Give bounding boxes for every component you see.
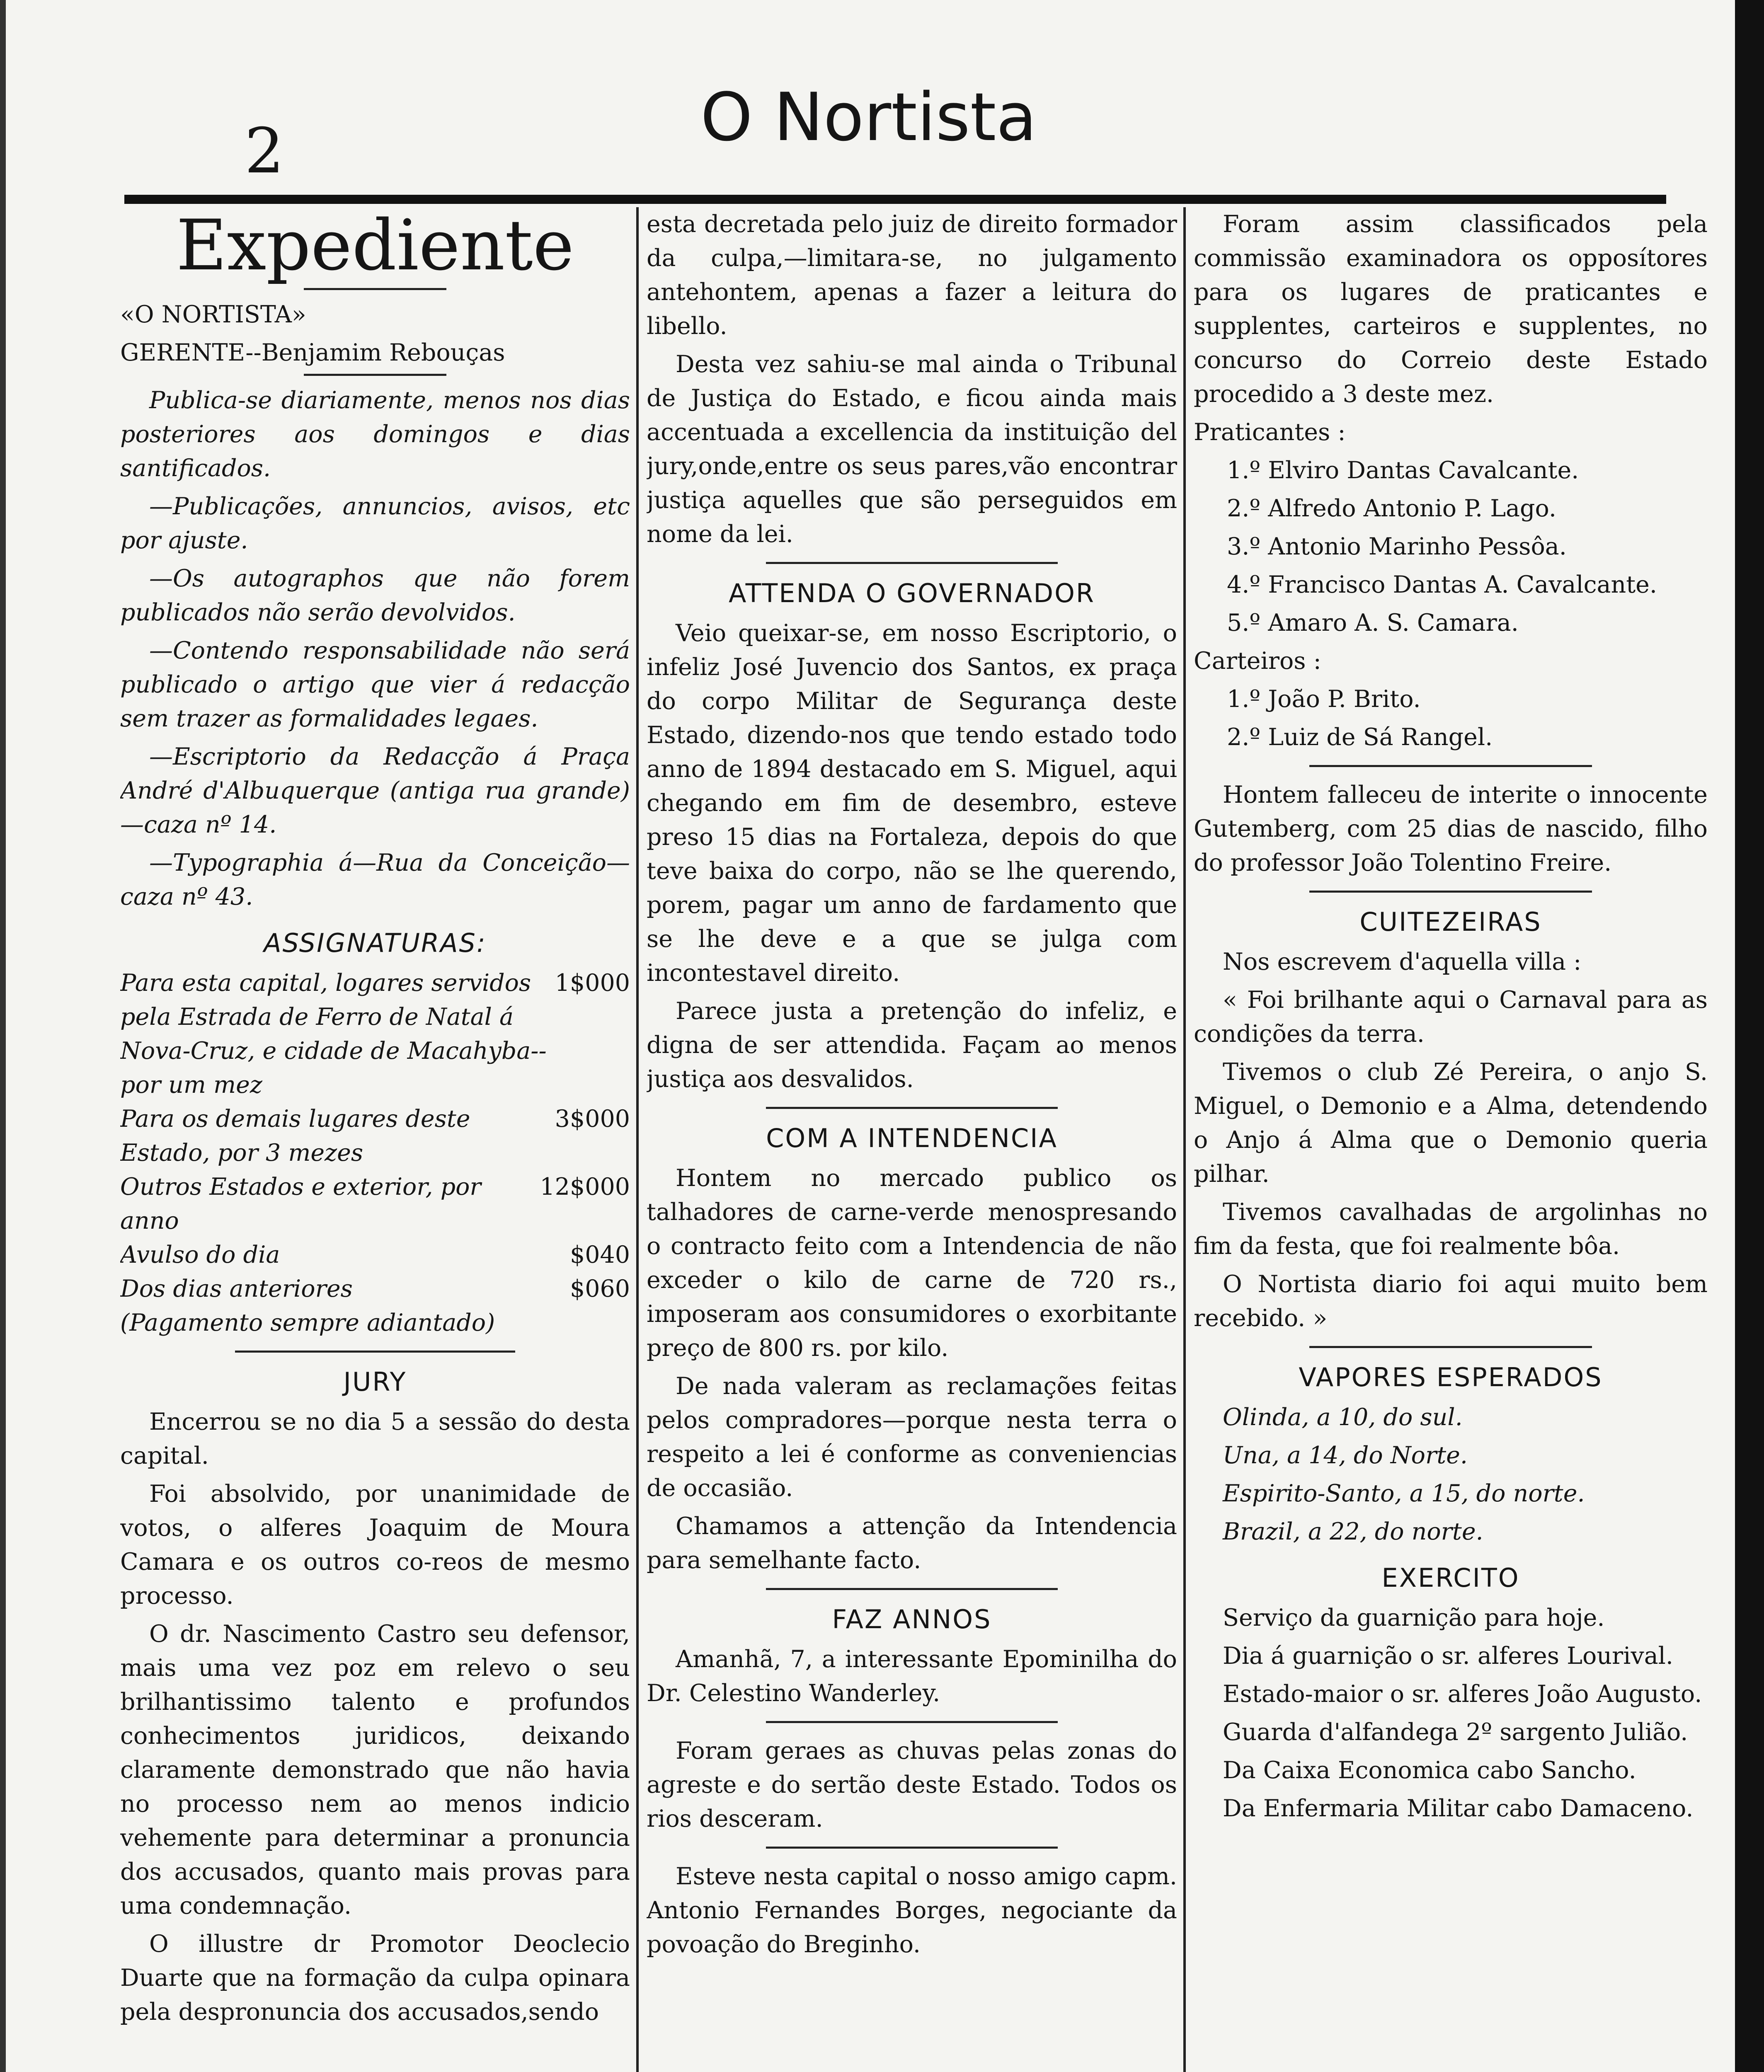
expediente-paragraph: —Escriptorio da Redacção á Praça André d'Albuquerque (antiga rua grande)—caza nº 14. [120,743,630,838]
exercito-paragraph: Da Caixa Economica cabo Sancho. [1223,1757,1636,1784]
price-label: Avulso do dia [120,1241,280,1268]
expediente-paragraph: —Typographia á—Rua da Conceição—caza nº 43. [120,849,630,910]
exercito-paragraph: Dia á guarnição o sr. alferes Lourival. [1223,1642,1674,1670]
expediente-paragraph: —Contendo responsabilidade não será publicado o artigo que vier á redacção sem trazer as formalidades legaes. [120,637,630,732]
column-rule [636,207,639,2072]
intendencia-paragraph: Chamamos a attenção da Intendencia para semelhante facto. [647,1513,1177,1574]
price-value: $040 [569,1241,630,1268]
scan-edge-left [0,0,6,2072]
intendencia-paragraph: De nada valeram as reclamações feitas pelos compradores—porque nesta terra o respeito a lei é conforme as conveniencias de occasião. [647,1372,1177,1502]
separator [1309,765,1592,767]
price-label: Outros Estados e exterior, por anno [120,1173,481,1234]
cuitezeiras-paragraph: Tivemos o club Zé Pereira, o anjo S. Miguel, o Demonio e a Alma, detendendo o Anjo á Alma que o Demonio queria pilhar. [1194,1058,1708,1188]
separator [766,1847,1058,1849]
jury-paragraph: Encerrou se no dia 5 a sessão do desta capital. [120,1408,630,1469]
expediente-paragraph: —Publicações, annuncios, avisos, etc por ajuste. [120,492,630,554]
price-row [120,966,630,1102]
list-item: 3.º Antonio Marinho Pessôa. [1227,533,1567,560]
separator [1309,891,1592,893]
page-number: 2 [245,115,284,187]
list-item: 1.º Elviro Dantas Cavalcante. [1227,457,1579,484]
newspaper-name: «O NORTISTA» [120,300,306,328]
exercito-paragraph: Serviço da guarnição para hoje. [1223,1604,1605,1631]
jury-paragraph: O dr. Nascimento Castro seu defensor, mais uma vez poz em relevo o seu brilhantissimo talento e profundos conhecimentos juridicos, deixando claramente demonstrado que não havia no processo nem ao menos indicio vehemente para determinar a pronuncia dos accusados, quanto mais provas para uma condemnação. [120,1620,630,1920]
separator [304,374,446,376]
price-value: 12$000 [540,1173,630,1201]
jury-paragraph: Foi absolvido, por unanimidade de votos, o alferes Joaquim de Moura Camara e os outros co-reos de mesmo processo. [120,1480,630,1610]
separator [766,1721,1058,1723]
vapor-item: Espirito-Santo, a 15, do norte. [1223,1480,1585,1507]
vapor-item: Olinda, a 10, do sul. [1223,1404,1463,1431]
payment-note: (Pagamento sempre adiantado) [120,1309,495,1336]
price-row [120,1272,630,1306]
price-row [120,1102,630,1170]
price-row [120,1170,630,1238]
obituary-paragraph: Hontem falleceu de interite o innocente Gutemberg, com 25 dias de nascido, filho do professor João Tolentino Freire. [1194,781,1708,876]
carteiros-label: Carteiros : [1194,647,1321,675]
separator [766,1588,1058,1590]
expediente-heading: Expediente [176,207,574,286]
praticantes-label: Praticantes : [1194,419,1346,446]
separator [235,1351,516,1353]
anniversary-paragraph: Amanhã, 7, a interessante Epominilha do Dr. Celestino Wanderley. [647,1646,1177,1707]
column-2 [647,207,1177,2072]
exercito-paragraph: Guarda d'alfandega 2º sargento Julião. [1223,1719,1688,1746]
cuitezeiras-paragraph: « Foi brilhante aqui o Carnaval para as condições da terra. [1194,986,1708,1048]
separator [1309,1346,1592,1348]
governador-heading: ATTENDA O GOVERNADOR [729,578,1095,608]
vapor-item: Una, a 14, do Norte. [1223,1442,1468,1469]
cuitezeiras-paragraph: Nos escrevem d'aquella villa : [1223,948,1582,975]
expediente-paragraph: —Os autographos que não forem publicados não serão devolvidos. [120,564,630,626]
list-item: 5.º Amaro A. S. Camara. [1227,609,1519,637]
intendencia-paragraph: Hontem no mercado publico os talhadores de carne-verde menospresando o contracto feito com a Intendencia de não exceder o kilo de carne de 720 rs., imposeram aos consumidores o exorbitante preço de 800 rs. por kilo. [647,1164,1177,1362]
price-label: Para esta capital, logares servidos pela Estrada de Ferro de Natal á Nova-Cruz, e cidade de Macahyba--por um mez [120,969,547,1099]
list-item: 1.º João P. Brito. [1227,685,1421,713]
list-item: 4.º Francisco Dantas A. Cavalcante. [1227,571,1657,598]
masthead-rule [124,195,1666,204]
rain-paragraph: Foram geraes as chuvas pelas zonas do agreste e do sertão deste Estado. Todos os rios desceram. [647,1737,1177,1832]
price-value: 3$000 [555,1105,630,1133]
jury-paragraph: O illustre dr Promotor Deoclecio Duarte que na formação da culpa opinara pela despronuncia dos accusados,sendo [120,1930,630,2026]
cuitezeiras-paragraph: Tivemos cavalhadas de argolinhas no fim da festa, que foi realmente bôa. [1194,1198,1708,1260]
price-row [120,1238,630,1272]
jury-continued: esta decretada pelo juiz de direito formador da culpa,—limitara-se, no julgamento antehontem, apenas a fazer a leitura do libello. [647,211,1177,340]
jury-continued: Desta vez sahiu-se mal ainda o Tribunal de Justiça do Estado, e ficou ainda mais accentuada a excellencia da instituição del jury,onde,entre os seus pares,vão encontrar justiça aquelles que são perseguidos em nome da lei. [647,351,1177,548]
governador-paragraph: Veio queixar-se, em nosso Escriptorio, o infeliz José Juvencio dos Santos, ex praça do corpo Militar de Segurança deste Estado, dizendo-nos que tendo estado todo anno de 1894 destacado em S. Miguel, aqui chegando em fim de desembro, esteve preso 15 dias na Fortaleza, depois do que teve baixa do corpo, não se lhe querendo, porem, pagar um anno de fardamento que se lhe deve e a que se julga com incontestavel direito. [647,620,1177,987]
list-item: 2.º Alfredo Antonio P. Lago. [1227,495,1556,522]
separator [766,1107,1058,1109]
jury-heading: JURY [343,1366,407,1397]
exercito-paragraph: Estado-maior o sr. alferes João Augusto. [1223,1680,1702,1708]
price-label: Dos dias anteriores [120,1275,353,1302]
gerente-line: GERENTE--Benjamim Rebouças [120,339,505,366]
exercito-paragraph: Da Enfermaria Militar cabo Damaceno. [1223,1795,1694,1822]
separator [766,562,1058,564]
price-value: $060 [569,1275,630,1302]
governador-paragraph: Parece justa a pretenção do infeliz, e digna de ser attendida. Façam ao menos justiça aos desvalidos. [647,997,1177,1093]
price-label: Para os demais lugares deste Estado, por 3 mezes [120,1105,470,1167]
correio-paragraph: Foram assim classificados pela commissão examinadora os opposítores para os lugares de praticantes e supplentes, carteiros e supplentes, no concurso do Correio deste Estado procedido a 3 deste mez. [1194,211,1708,408]
list-item: 2.º Luiz de Sá Rangel. [1227,724,1493,751]
anniversary-heading: FAZ ANNOS [832,1604,992,1634]
cuitezeiras-heading: CUITEZEIRAS [1359,907,1542,937]
cuitezeiras-paragraph: O Nortista diario foi aqui muito bem recebido. » [1194,1271,1708,1332]
column-rule [1183,207,1186,2072]
column-1 [120,207,630,2072]
intendencia-heading: COM A INTENDENCIA [766,1123,1058,1153]
assignaturas-heading: ASSIGNATURAS: [264,927,487,958]
visit-paragraph: Esteve nesta capital o nosso amigo capm. Antonio Fernandes Borges, negociante da povoação do Breginho. [647,1863,1177,1958]
masthead-title: O Nortista [700,78,1037,156]
price-value: 1$000 [555,969,630,997]
scan-edge-right [1735,0,1764,2072]
vapor-item: Brazil, a 22, do norte. [1223,1518,1483,1545]
expediente-paragraph: Publica-se diariamente, menos nos dias posteriores aos domingos e dias santificados. [120,386,630,482]
separator [304,288,446,290]
exercito-heading: EXERCITO [1381,1563,1520,1593]
column-3 [1194,207,1708,2072]
vapores-heading: VAPORES ESPERADOS [1299,1362,1603,1392]
